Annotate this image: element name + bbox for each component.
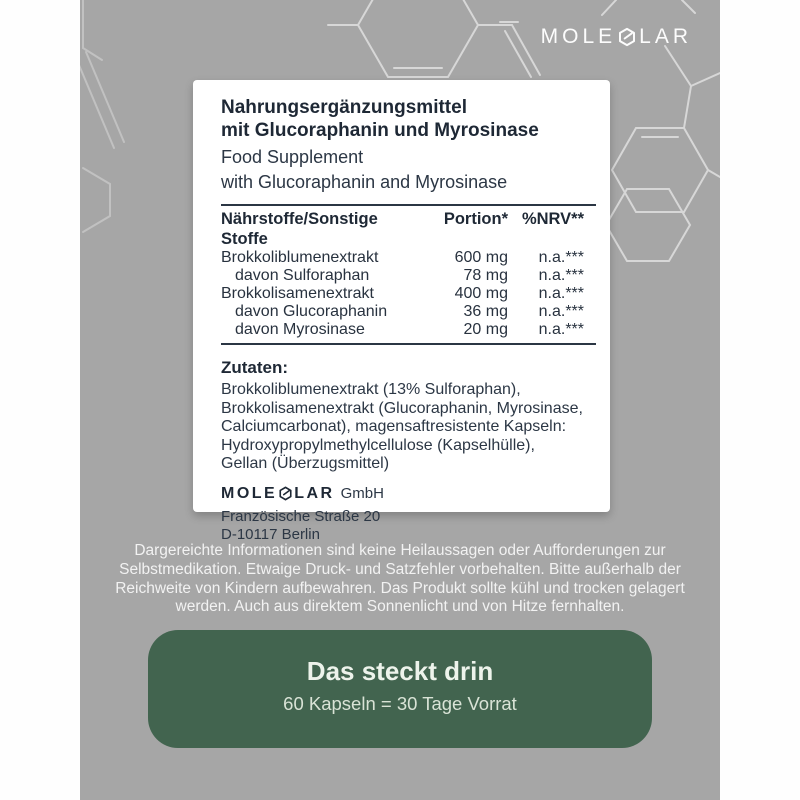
ingredients-line: Brokkoliblumenextrakt (13% Sulforaphan), <box>221 381 521 398</box>
brand-logo-post: LAR <box>639 25 692 48</box>
label-title-en-line2: with Glucoraphanin and Myrosinase <box>221 172 508 192</box>
table-row <box>221 303 596 321</box>
ingredients-section <box>221 358 596 474</box>
row-nrv: n.a.*** <box>538 303 584 320</box>
label-title-de <box>221 96 596 142</box>
ingredients-line: Brokkolisamenextrakt (Glucoraphanin, Myrosinase, <box>221 399 583 417</box>
address-street: Französische Straße 20 <box>221 507 381 525</box>
info-panel-subheading: 60 Kapseln = 30 Tage Vorrat <box>283 693 517 714</box>
manufacturer-section <box>221 485 596 544</box>
table-row <box>221 285 596 303</box>
disclaimer-line: werden. Auch aus direktem Sonnenlicht und von Hitze fernhalten. <box>175 598 625 616</box>
row-nrv: n.a.*** <box>538 249 584 266</box>
row-name: davon Sulforaphan <box>235 267 370 284</box>
ingredients-line: Gellan (Überzugsmittel) <box>221 455 390 472</box>
label-title-de-line1: Nahrungsergänzungsmittel <box>221 97 467 118</box>
hexagon-q-icon <box>617 27 637 47</box>
product-stage <box>80 0 720 800</box>
manufacturer-brand-pre: MOLE <box>221 484 278 502</box>
nutrition-label-card <box>193 80 610 543</box>
address-city: D-10117 Berlin <box>221 525 320 543</box>
row-nrv: n.a.*** <box>538 267 584 284</box>
brand-logo <box>541 25 692 49</box>
row-name: davon Glucoraphanin <box>235 303 388 320</box>
manufacturer-brand-post: LAR <box>294 484 335 502</box>
hexagon-q-icon <box>278 486 293 501</box>
row-nrv: n.a.*** <box>538 321 584 338</box>
row-name: davon Myrosinase <box>235 321 365 338</box>
disclaimer-line: Selbstmedikation. Etwaige Druck- und Satzfehler vorbehalten. Bitte außerhalb der <box>119 560 681 578</box>
label-title-en-line1: Food Supplement <box>221 147 364 167</box>
brand-logo-pre: MOLE <box>540 25 617 48</box>
info-panel <box>148 630 652 748</box>
manufacturer-address <box>221 508 596 544</box>
table-row <box>221 249 596 267</box>
ingredients-line: Calciumcarbonat), magensaftresistente Kapseln: <box>221 418 567 435</box>
disclaimer-line: Reichweite von Kindern aufbewahren. Das Produkt sollte kühl und trocken gelagert <box>115 579 685 597</box>
row-portion: 400 mg <box>454 285 508 302</box>
disclaimer-line: Dargereichte Informationen sind keine Heilaussagen oder Aufforderungen zur <box>134 542 666 559</box>
label-title-en <box>221 145 596 194</box>
manufacturer-suffix: GmbH <box>340 485 384 502</box>
table-row <box>221 321 596 339</box>
nutrition-table <box>221 204 596 345</box>
table-row <box>221 267 596 285</box>
table-header-row <box>221 209 596 249</box>
label-title-de-line2: mit Glucoraphanin und Myrosinase <box>221 120 539 141</box>
ingredients-heading: Zutaten: <box>221 358 289 377</box>
manufacturer-brand <box>221 485 596 503</box>
table-header-nrv: %NRV** <box>521 210 584 228</box>
table-header-nutrients: Nährstoffe/Sonstige Stoffe <box>221 210 378 248</box>
disclaimer-text <box>90 542 710 617</box>
row-name: Brokkolisamenextrakt <box>221 285 374 302</box>
row-portion: 20 mg <box>463 321 508 338</box>
row-name: Brokkoliblumenextrakt <box>221 249 379 266</box>
table-header-portion: Portion* <box>443 210 508 228</box>
row-nrv: n.a.*** <box>538 285 584 302</box>
info-panel-heading: Das steckt drin <box>306 656 494 686</box>
row-portion: 600 mg <box>454 249 508 266</box>
row-portion: 36 mg <box>463 303 508 320</box>
ingredients-line: Hydroxypropylmethylcellulose (Kapselhülle), <box>221 436 535 454</box>
row-portion: 78 mg <box>463 267 508 284</box>
